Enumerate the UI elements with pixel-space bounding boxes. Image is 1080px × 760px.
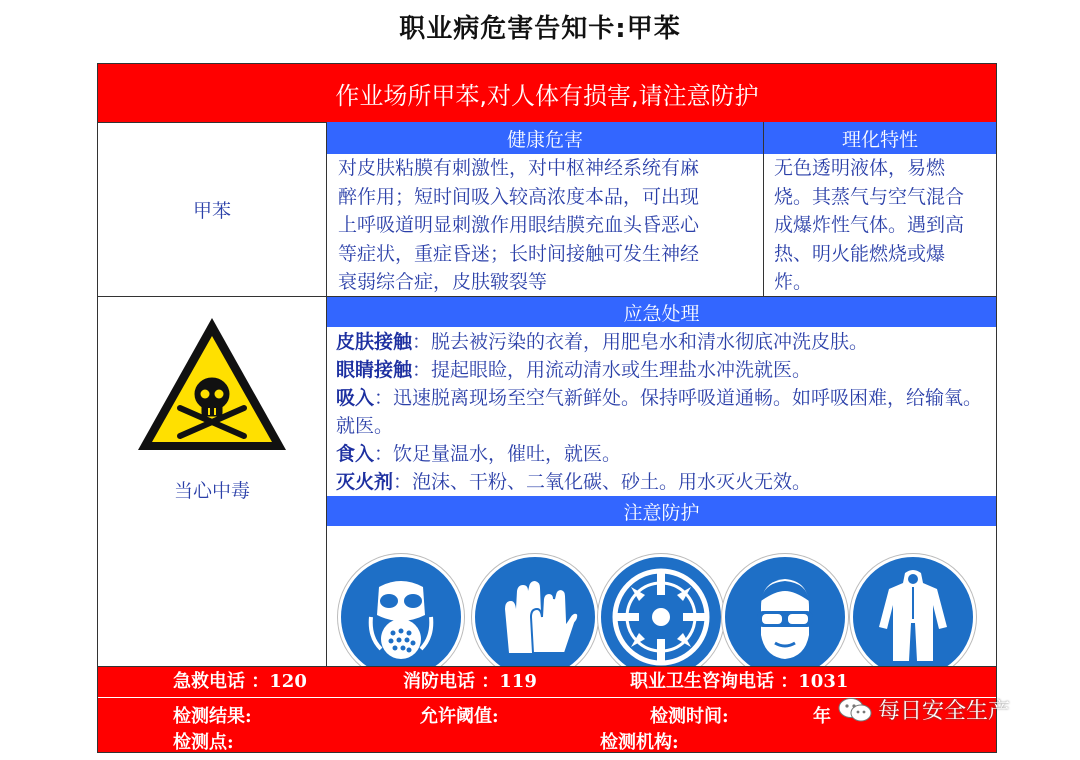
emergency-list (336, 328, 991, 496)
test-point-label: 检测点: (173, 732, 234, 753)
emergency-item-label: 吸入 (336, 387, 375, 409)
physchem-heading: 理化特性 (764, 122, 996, 154)
toxic-warning-triangle-icon (132, 312, 292, 458)
gas-mask-icon (338, 554, 464, 680)
emergency-item (336, 468, 991, 496)
fire-phone: 消防电话 ：119 (403, 671, 537, 692)
year-label: 年 (813, 706, 831, 727)
wechat-icon (838, 697, 872, 723)
warning-sign-cell (98, 296, 327, 666)
emergency-item-text: ：泡沫、干粉、二氧化碳、砂土。用水灭火无效。 (393, 471, 812, 493)
emergency-item-label: 眼睛接触 (336, 359, 413, 381)
emergency-item-text: ：脱去被污染的衣着，用肥皂水和清水彻底冲洗皮肤。 (412, 331, 869, 353)
emergency-item-text: ：迅速脱离现场至空气新鲜处。保持呼吸道通畅。如呼吸困难，给输氧。就医。 (336, 387, 983, 437)
test-agency-label: 检测机构: (600, 732, 679, 753)
first-aid-phone: 急救电话 ：120 (173, 671, 307, 692)
physchem-line: 无色透明液体，易燃 (774, 157, 946, 179)
ventilation-fan-icon (598, 554, 724, 680)
emergency-item-text: ：提起眼睑，用流动清水或生理盐水冲洗就医。 (412, 359, 812, 381)
emergency-item-label: 皮肤接触 (336, 331, 413, 353)
warning-sign-label: 当心中毒 (173, 480, 250, 502)
emergency-item (336, 328, 991, 356)
physchem-line: 热、明火能燃烧或爆 (774, 242, 946, 265)
watermark (838, 694, 1010, 725)
health-hazard-line: 对皮肤粘膜有刺激性，对中枢神经系统有麻 (338, 157, 700, 179)
health-hazard-text (338, 154, 758, 297)
watermark-text: 每日安全生产 (878, 699, 1011, 724)
emergency-item (336, 384, 991, 440)
document-title: 职业病危害告知卡:甲苯 (399, 14, 681, 44)
health-hazard-line: 等症状，重症昏迷；长时间接触可发生神经 (338, 242, 700, 265)
emergency-item (336, 356, 991, 384)
substance-name-cell (98, 122, 327, 296)
protection-heading: 注意防护 (327, 496, 996, 526)
allowed-threshold-label: 允许阈值: (420, 706, 499, 727)
health-hazard-line: 醉作用；短时间吸入较高浓度本品，可出现 (338, 185, 700, 208)
safety-goggles-icon (722, 554, 848, 680)
emergency-heading: 应急处理 (327, 297, 996, 327)
physchem-line: 成爆炸性气体。遇到高 (774, 214, 965, 236)
emergency-item-text: ：饮足量温水，催吐，就医。 (374, 443, 622, 465)
emergency-item-label: 食入 (336, 443, 375, 465)
substance-name: 甲苯 (192, 199, 231, 222)
protective-suit-icon (850, 554, 976, 680)
physchem-line: 炸。 (774, 271, 813, 293)
occupational-health-phone: 职业卫生咨询电话 ：1031 (630, 671, 849, 692)
contacts-row (98, 667, 996, 697)
emergency-item-label: 灭火剂 (336, 471, 394, 493)
test-result-label: 检测结果: (173, 706, 252, 727)
warning-banner: 作业场所甲苯,对人体有损害,请注意防护 (98, 64, 996, 123)
physchem-line: 烧。其蒸气与空气混合 (774, 185, 965, 208)
physchem-text (774, 154, 994, 297)
protective-gloves-icon (472, 554, 598, 680)
test-time-label: 检测时间: (650, 706, 729, 727)
health-hazard-heading: 健康危害 (327, 122, 763, 154)
health-hazard-line: 上呼吸道明显刺激作用眼结膜充血头昏恶心 (338, 214, 700, 236)
health-hazard-line: 衰弱综合症，皮肤皲裂等 (338, 271, 548, 293)
hazard-card (97, 63, 997, 753)
emergency-item (336, 440, 991, 468)
